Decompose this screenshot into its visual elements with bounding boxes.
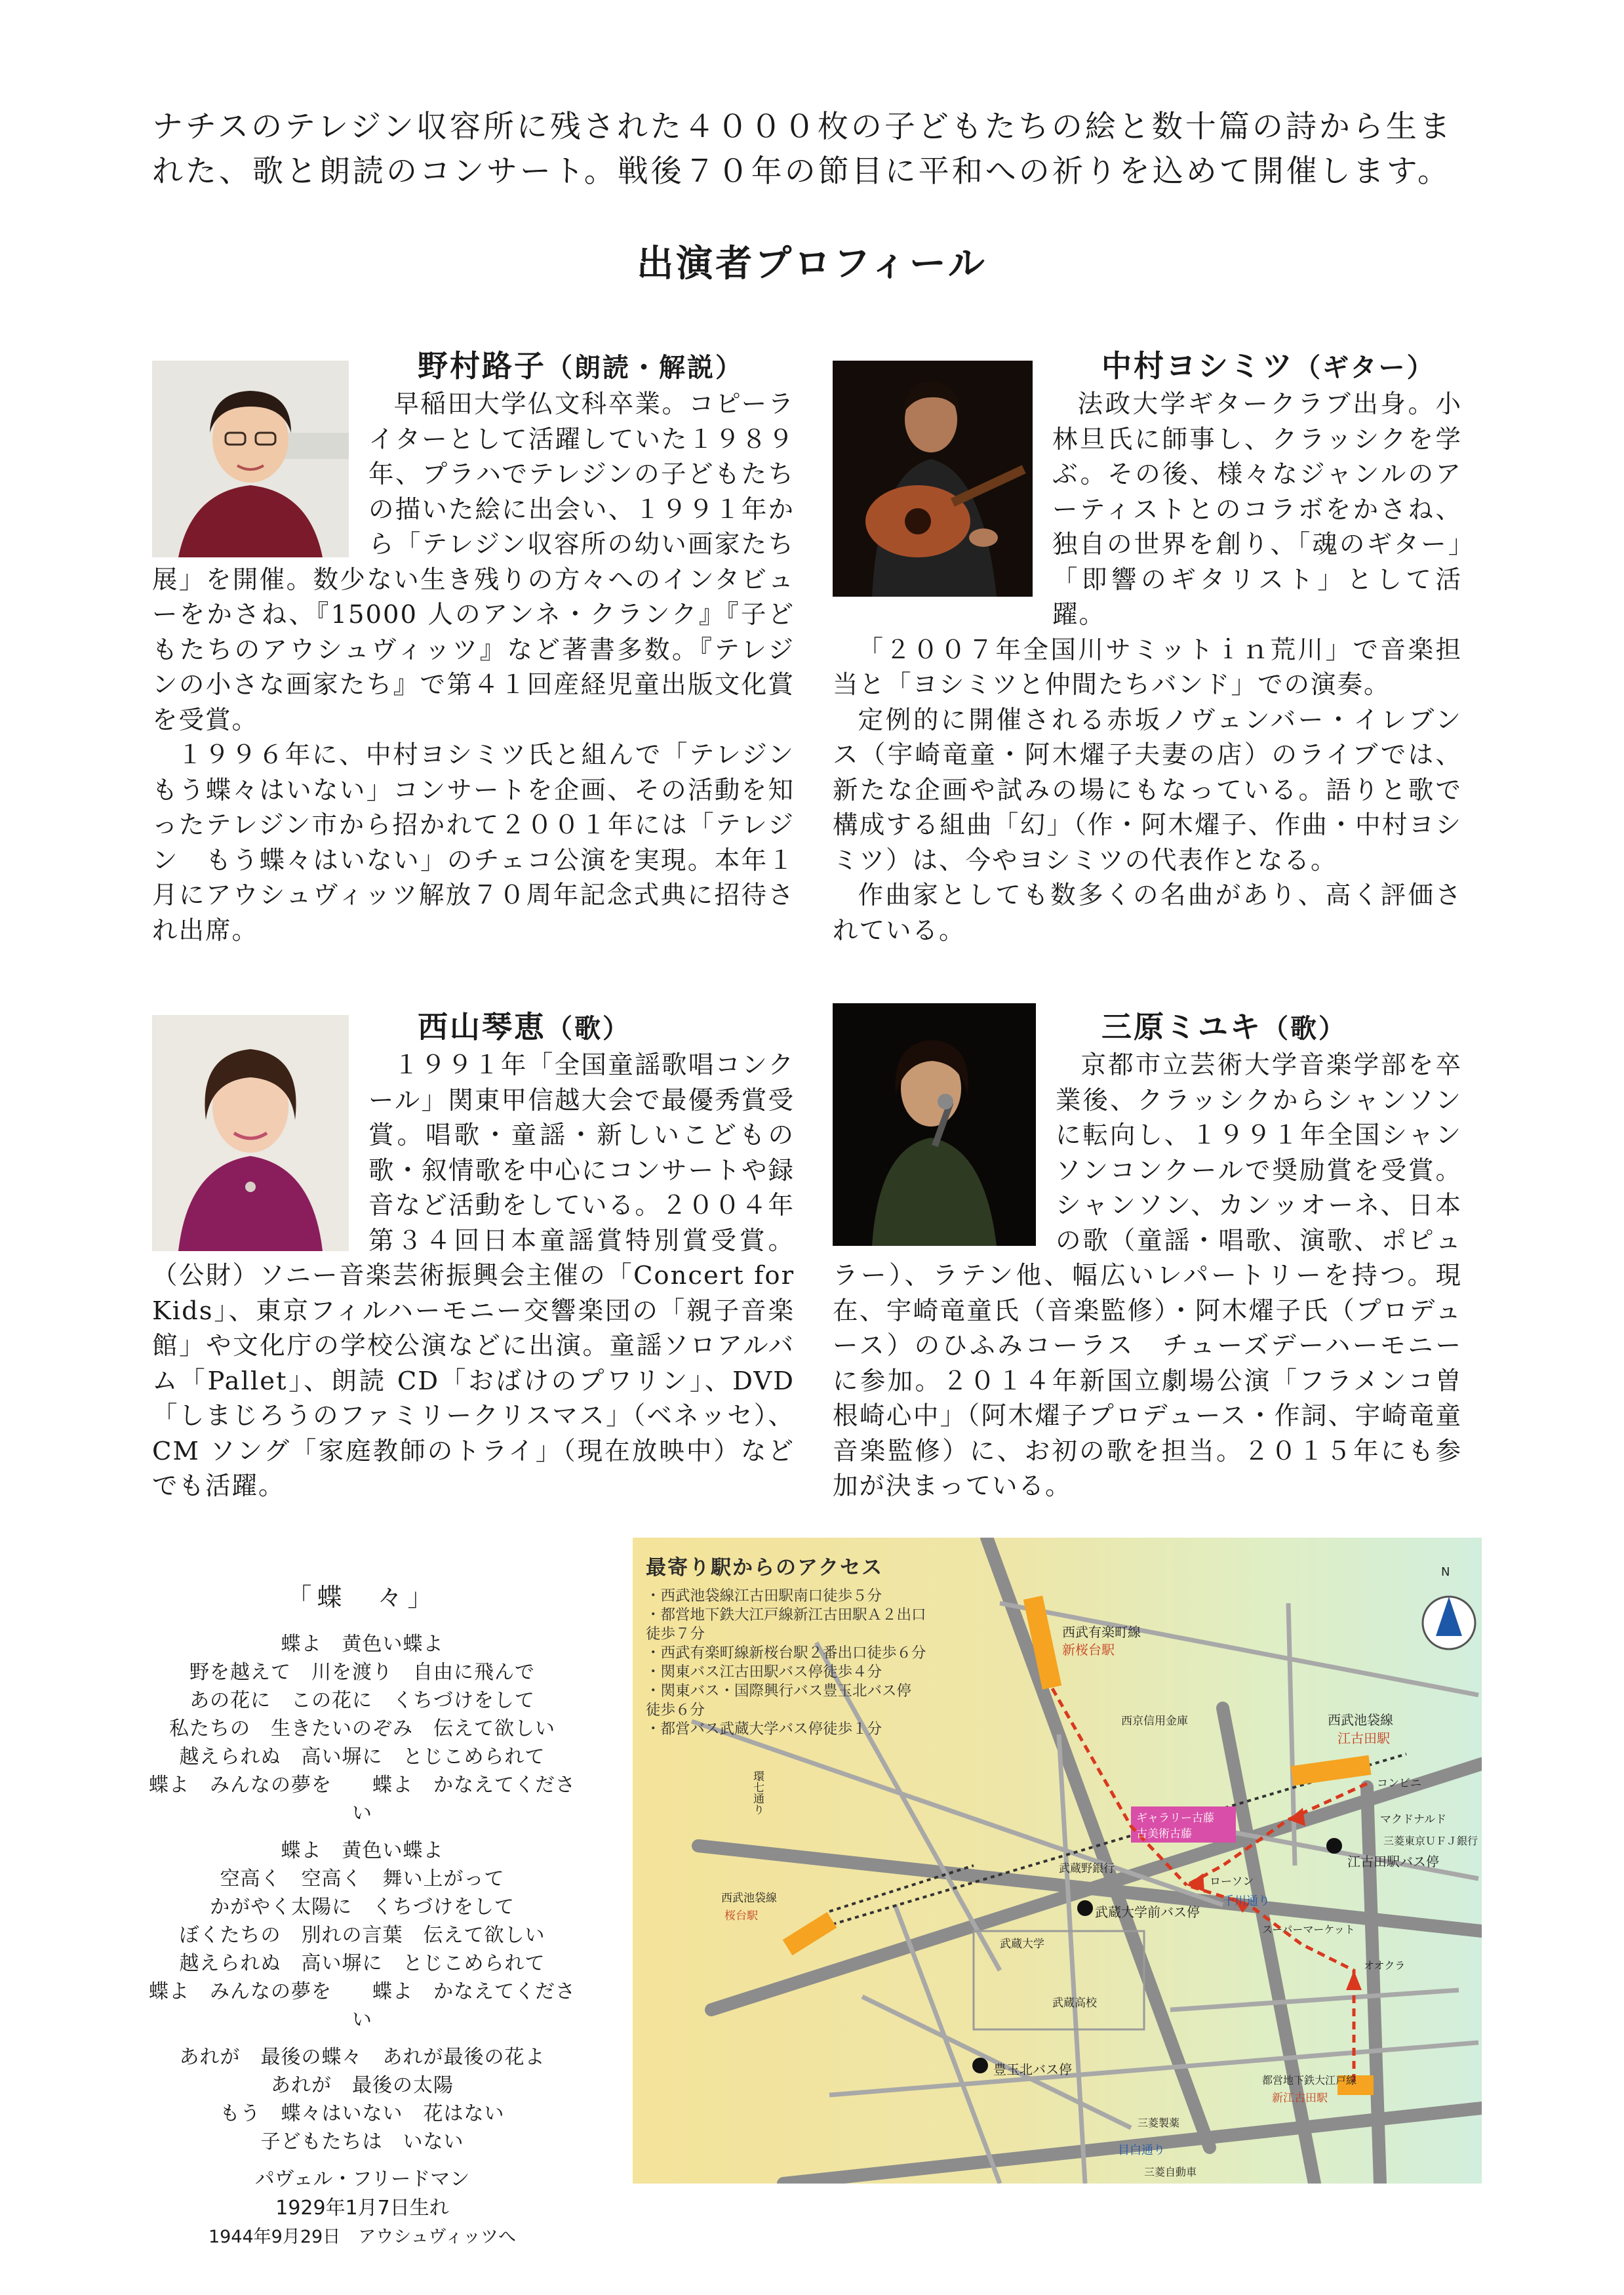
photo-mihara <box>833 1003 1036 1246</box>
access-list <box>646 1587 926 1739</box>
photo-nomura <box>152 361 349 557</box>
profile-text-nishiyama-1: １９９１年「全国童謡歌唱コンクール」関東甲信越大会で最優秀賞受賞。唱歌・童謡・新しいこどもの歌・叙情歌を中心にコンサートや録音など活動をしている。２００４年 第３４回日本童謡賞特別賞受賞。（公財）ソニー音楽芸術振興会主催の「Concert for Kids」、東京フィルハーモニー交響楽団の「親子音楽館」や文化庁の学校公演などに出演。童謡ソロアルバム「Pallet」、朗読 CD「おばけのプワリン」、DVD「しまじろうのファミリークリスマス」（ベネッセ）、CM ソング「家庭教師のトライ」（現在放映中）などでも活躍。 <box>152 1050 795 1501</box>
map-label: 三菱東京ＵＦＪ銀行 <box>1383 1835 1478 1847</box>
intro-text: ナチスのテレジン収容所に残された４０００枚の子どもたちの絵と数十篇の詩から生まれた、歌と朗読のコンサート。戦後７０年の節目に平和への祈りを込めて開催します。 <box>152 109 1453 190</box>
poem-line: あれが 最後の蝶々 あれが最後の花よ <box>179 2046 545 2069</box>
map-label: 環七通り <box>751 1770 764 1815</box>
map-label: 西武池袋線 <box>1328 1712 1393 1728</box>
map-title: 最寄り駅からのアクセス <box>646 1556 884 1580</box>
performer-profile-nishiyama <box>152 1048 795 1504</box>
poem-line: 子どもたちは いない <box>260 2130 464 2153</box>
profile-text-nomura-2: １９９６年に、中村ヨシミツ氏と組んで「テレジン もう蝶々はいない」コンサートを企画、その活動を知ったテレジン市から招かれて２００１年には「テレジン もう蝶々はいない」のチェコ公演を実現。本年１月にアウシュヴィッツ解放７０周年記念式典に招待され出席。 <box>152 740 795 946</box>
poem-line: 野を越えて 川を渡り 自由に飛んで <box>189 1661 535 1684</box>
profile-text-nakamura-3: 定例的に開催される赤坂ノヴェンバー・イレブンス（宇崎竜童・阿木燿子夫妻の店）のライブでは、新たな企画や試みの場にもなっている。語りと歌で構成する組曲「幻」（作・阿木燿子、作曲・中村ヨシミツ）は、今やヨシミツの代表作となる。 <box>833 705 1462 875</box>
map-label: 武蔵野銀行 <box>1059 1862 1115 1875</box>
map-label: 江古田駅バス停 <box>1347 1854 1439 1869</box>
access-item: 徒歩６分 <box>646 1702 705 1719</box>
poem-line: 蝶よ みんなの夢を 蝶よ かなえてください <box>149 1774 576 1825</box>
map-label: コンビニ <box>1377 1777 1421 1790</box>
map-label: 西京信用金庫 <box>1121 1715 1188 1728</box>
compass-label: N <box>1441 1565 1450 1579</box>
poem-line: 蝶よ 黄色い蝶よ <box>281 1839 444 1862</box>
section-title: 出演者プロフィール <box>637 243 987 285</box>
performer-profile-mihara <box>833 1048 1462 1504</box>
map-label: 武蔵大学 <box>1000 1938 1044 1951</box>
map-label: ギャラリー古藤 <box>1136 1812 1214 1825</box>
performer-name-mihara: 三原ミユキ（歌） <box>1101 1009 1347 1045</box>
map-label: 豊玉北バス停 <box>993 2062 1072 2077</box>
map-label: 桜台駅 <box>724 1909 758 1923</box>
map-label: 目白通り <box>1118 2144 1165 2157</box>
profile-text-mihara-1: 京都市立芸術大学音楽学部を卒業後、クラッシクからシャンソンに転向し、１９９１年全国シャンソンコンクールで奨励賞を受賞。シャンソン、カンッオーネ、日本の歌（童謡・唱歌、演歌、ポピュラー）、ラテン他、幅広いレパートリーを持つ。現在、宇崎竜童氏（音楽監修）・阿木燿子氏（プロデュース）のひふみコーラス チューズデーハーモニーに参加。２０１４年新国立劇場公演「フラメンコ曽根崎心中」（阿木燿子プロデュース・作詞、宇崎竜童音楽監修）に、お初の歌を担当。２０１５年にも参加が決まっている。 <box>833 1050 1462 1501</box>
access-item: ・ 関東バス・国際興行バス豊玉北バス停 <box>646 1682 926 1701</box>
poem-stanza-3 <box>141 2043 584 2156</box>
access-item: 徒歩７分 <box>646 1626 705 1643</box>
poem <box>141 1577 584 2252</box>
performer-name-nakamura: 中村ヨシミツ（ギター） <box>1101 348 1435 384</box>
map-label: マクドナルド <box>1380 1813 1447 1826</box>
performer-profile-nakamura <box>833 387 1462 948</box>
poem-line: 越えられぬ 高い塀に とじこめられて <box>179 1952 545 1975</box>
poem-line: もう 蝶々はいない 花はない <box>220 2102 505 2125</box>
poem-author-death: 1944年9月29日 アウシュヴィッツへ <box>208 2227 517 2247</box>
profile-text-nakamura-1: 法政大学ギタークラブ出身。小林旦氏に師事し、クラッシクを学ぶ。その後、様々なジャンルのアーティストとのコラボをかさね、独自の世界を創り、「魂のギター」「即響のギタリスト」として活躍。 <box>1052 389 1462 629</box>
map-label: 武蔵大学前バス停 <box>1095 1904 1200 1920</box>
performer-name-nomura: 野村路子（朗読・解説） <box>418 348 743 384</box>
station-ekoda <box>1290 1755 1371 1786</box>
musashi-campus <box>974 1931 1144 2029</box>
access-item: ・ 関東バス江古田駅バス停徒歩４分 <box>646 1663 926 1682</box>
poem-stanza-2 <box>141 1837 584 2034</box>
photo-nishiyama <box>152 1015 349 1251</box>
access-map <box>633 1538 1482 2184</box>
map-label: 古美術古藤 <box>1136 1827 1192 1841</box>
access-item: ・ 西武池袋線江古田駅南口徒歩５分 <box>646 1587 926 1606</box>
access-item: ・ 都営バス武蔵大学バス停徒歩１分 <box>646 1720 926 1739</box>
poem-author-birth: 1929年1月7日生れ <box>275 2197 449 2220</box>
poem-line: 私たちの 生きたいのぞみ 伝えて欲しい <box>169 1717 555 1740</box>
profile-text-nakamura-4: 作曲家としても数多くの名曲があり、高く評価されている。 <box>833 881 1462 946</box>
poem-line: あの花に この花に くちづけをして <box>189 1689 535 1712</box>
station-sakuradai <box>783 1912 837 1955</box>
map-label: 三菱製薬 <box>1138 2117 1180 2129</box>
poem-title: 「蝶 々」 <box>287 1583 438 1612</box>
access-item: ・ 西武有楽町線新桜台駅２番出口徒歩６分 <box>646 1644 926 1663</box>
compass-icon <box>1423 1597 1475 1649</box>
map-label: スーパーマーケット <box>1262 1923 1355 1936</box>
map-label: 千川通り <box>1223 1894 1270 1908</box>
poem-line: あれが 最後の太陽 <box>271 2074 454 2097</box>
poem-line: ぼくたちの 別れの言葉 伝えて欲しい <box>179 1924 545 1947</box>
access-item: ・ 都営地下鉄大江戸線新江古田駅Ａ２出口 <box>646 1606 926 1625</box>
poem-line: 越えられぬ 高い塀に とじこめられて <box>179 1746 545 1768</box>
poem-line: かがやく太陽に くちづけをして <box>210 1896 515 1919</box>
map-label: 武蔵高校 <box>1052 1997 1097 2010</box>
map-label: 西武有楽町線 <box>1062 1624 1141 1640</box>
poem-line: 蝶よ 黄色い蝶よ <box>281 1633 444 1656</box>
map-label: 江古田駅 <box>1337 1730 1390 1746</box>
profile-text-nomura-1: 早稲田大学仏文科卒業。コピーライターとして活躍していた１９８９年、プラハでテレジンの子どもたちの描いた絵に出会い、１９９１年から「テレジン収容所の幼い画家たち展」を開催。数少ない生き残りの方々へのインタビューをかさね、『15000 人のアンネ・クランク』『子どもたちのアウシュヴィッツ』など著書多数。『テレジンの小さな画家たち』で第４１回産経児童出版文化賞を受賞。 <box>152 389 795 735</box>
profile-text-nakamura-2: 「２００７年全国川サミットｉｎ荒川」で音楽担当と「ヨシミツと仲間たちバンド」での演奏。 <box>833 635 1462 700</box>
poem-line: 蝶よ みんなの夢を 蝶よ かなえてください <box>149 1980 576 2031</box>
map-label: 新桜台駅 <box>1062 1642 1115 1658</box>
map-label: オオクラ <box>1364 1959 1406 1972</box>
map-label: 西武池袋線 <box>721 1892 777 1905</box>
performer-name-nishiyama: 西山琴恵（歌） <box>418 1009 631 1045</box>
poem-author: パヴェル・フリードマン <box>254 2168 470 2191</box>
performer-profile-nomura <box>152 387 795 948</box>
photo-nakamura <box>833 361 1033 597</box>
map-label: 三菱自動車 <box>1144 2166 1197 2178</box>
poem-line: 空高く 空高く 舞い上がって <box>220 1867 505 1890</box>
map-label: 新江古田駅 <box>1272 2092 1328 2105</box>
map-label: ローソン <box>1210 1875 1254 1888</box>
poem-stanza-1 <box>141 1630 584 1827</box>
map-label: 都営地下鉄大江戸線 <box>1262 2074 1357 2086</box>
